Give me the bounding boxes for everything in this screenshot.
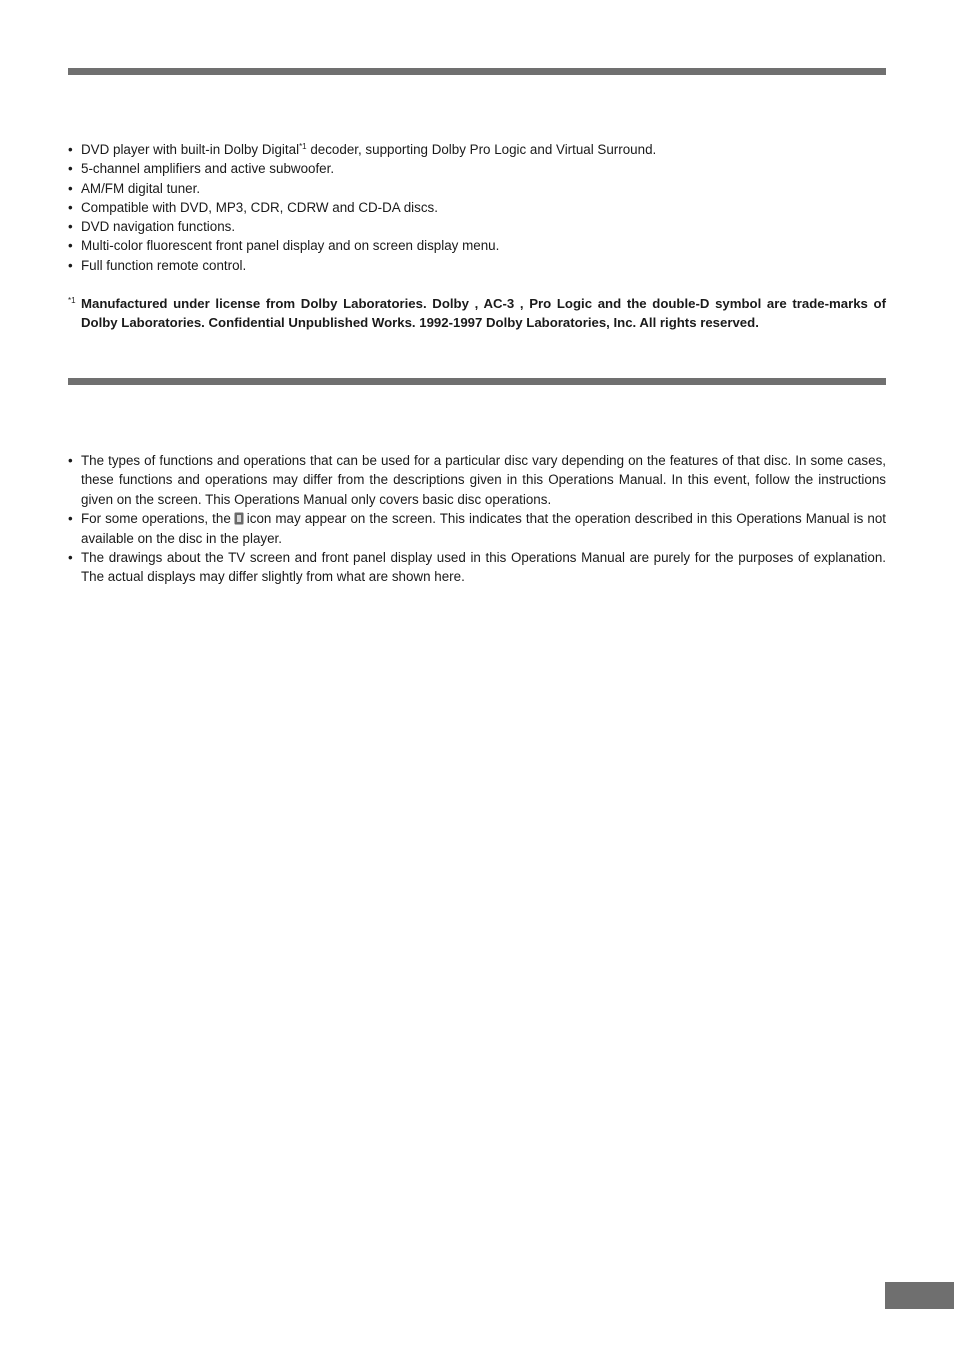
notes-list-item <box>68 509 886 548</box>
features-list-item: • Compatible with DVD, MP3, CDR, CDRW and CD-DA discs. <box>68 198 886 217</box>
features-list-item: • Multi-color fluorescent front panel display and on screen display menu. <box>68 236 886 255</box>
footnote-mark: *1 <box>68 296 76 305</box>
section-divider-top <box>68 68 886 75</box>
features-list-item: • DVD navigation functions. <box>68 217 886 236</box>
notes-list-item: • The types of functions and operations that can be used for a particular disc vary depending on the features of that disc. In some cases, these functions and operations may differ from the descriptions given in this Operations Manual. In this event, follow the instructions given on the screen. This Operations Manual only covers basic disc operations. <box>68 451 886 509</box>
notes-list-item: • The drawings about the TV screen and front panel display used in this Operations Manual are purely for the purposes of explanation. The actual displays may differ slightly from what are shown here. <box>68 548 886 587</box>
features-list-item <box>68 140 886 159</box>
note-text: icon may appear on the screen. This indicates that the operation described in this Operations Manual is not available on the disc in the player. <box>81 511 886 546</box>
footnote-text: Manufactured under license from Dolby Laboratories. Dolby , AC-3 , Pro Logic and the double-D symbol are trade-marks of Dolby Laboratories. Confidential Unpublished Works. 1992-1997 Dolby Laboratories, Inc. All rights reserved. <box>81 296 886 331</box>
footnote-reference: *1 <box>299 142 307 151</box>
feature-text: decoder, supporting Dolby Pro Logic and Virtual Surround. <box>306 142 657 157</box>
section-divider-middle <box>68 378 886 385</box>
features-list-item: • 5-channel amplifiers and active subwoofer. <box>68 159 886 178</box>
page-number-tab <box>885 1282 954 1309</box>
notes-list <box>68 451 886 587</box>
features-list-item: • AM/FM digital tuner. <box>68 179 886 198</box>
features-list <box>68 140 886 275</box>
note-text: For some operations, the <box>81 511 231 527</box>
prohibited-icon <box>234 511 244 524</box>
dolby-footnote <box>68 294 886 333</box>
features-list-item: • Full function remote control. <box>68 256 886 275</box>
feature-text: DVD player with built-in Dolby Digital <box>81 142 300 157</box>
